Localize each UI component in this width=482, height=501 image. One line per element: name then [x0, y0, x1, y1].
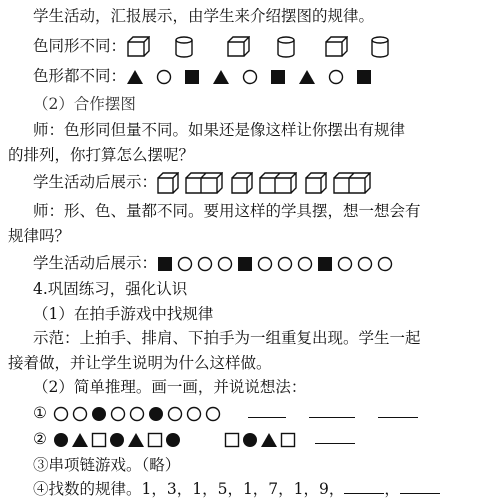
double-cube-icon: [259, 172, 297, 194]
circle-icon: [337, 256, 353, 272]
cylinder-icon: [174, 36, 194, 58]
line-2: [33, 34, 390, 58]
circle-icon: [242, 69, 258, 85]
dot-triangle-square-row: [53, 432, 181, 448]
line-13: 示范：上拍手、排肩、下拍手为一组重复出现。学生一起: [33, 329, 421, 347]
answer-blank[interactable]: [400, 479, 440, 494]
cylinder-icon: [276, 36, 296, 58]
triangle-icon: [126, 69, 144, 85]
line-18: ③串项链游戏。（略）: [33, 456, 181, 474]
open-square-icon: [91, 432, 107, 448]
circle-icon: [53, 406, 69, 422]
cube-cylinder-row: [126, 36, 390, 58]
circle-icon: [328, 69, 344, 85]
triangle-icon: [71, 432, 89, 448]
open-square-icon: [147, 432, 163, 448]
triangle-icon: [212, 69, 230, 85]
cube-icon: [226, 36, 250, 58]
line-5: 师：色形同但量不同。如果还是像这样让你摆出有规律: [33, 121, 406, 139]
square-icon: [356, 69, 372, 85]
square-icon: [270, 69, 286, 85]
cube-icon: [126, 36, 150, 58]
circle-dot-row: [53, 406, 221, 422]
cube-icon: [305, 172, 327, 194]
dot-icon: [148, 406, 164, 422]
circle-icon: [377, 256, 393, 272]
open-square-icon: [224, 432, 240, 448]
line-8: 师：形、色、量都不同。要用这样的学具摆，想一想会有: [33, 202, 421, 220]
circle-icon: [217, 256, 233, 272]
line-15: （2）简单推理。画一画，并说说想法：: [33, 378, 307, 396]
circle-icon: [110, 406, 126, 422]
line-16-label: ①: [33, 404, 47, 422]
dot-icon: [165, 432, 181, 448]
line-11: 4.巩固练习，强化认识: [33, 280, 188, 298]
circle-icon: [72, 406, 88, 422]
line-12: （1）在拍手游戏中找规律: [33, 305, 214, 323]
open-square-icon: [280, 432, 296, 448]
triangle-icon: [298, 69, 316, 85]
triangle-icon: [127, 432, 145, 448]
circle-icon: [257, 256, 273, 272]
answer-blank[interactable]: [309, 403, 355, 418]
line-17: [33, 427, 355, 451]
line-16: [33, 401, 418, 425]
line-10: [33, 251, 393, 275]
double-cube-icon: [185, 172, 223, 194]
line-9: 规律吗？: [8, 227, 71, 245]
cube-icon: [231, 172, 253, 194]
line-6: 的排列，你打算怎么摆呢？: [8, 146, 195, 164]
cube-icon: [157, 172, 179, 194]
line-14: 接着做，并让学生说明为什么这样做。: [8, 354, 272, 372]
circle-icon: [205, 406, 221, 422]
square-icon: [184, 69, 200, 85]
answer-blank[interactable]: [248, 403, 286, 418]
circle-icon: [297, 256, 313, 272]
line-2-label: 色同形不同：: [33, 37, 127, 55]
dot-icon: [91, 406, 107, 422]
answer-blank[interactable]: [315, 429, 355, 444]
line-4: （2）合作摆图: [33, 95, 136, 113]
circle-icon: [156, 69, 172, 85]
triangle-icon: [260, 432, 278, 448]
cube-group-row: [157, 172, 371, 194]
line-10-label: 学生活动后展示：: [33, 254, 158, 272]
answer-blank[interactable]: [378, 403, 418, 418]
dot-icon: [109, 432, 125, 448]
line-1: 学生活动，汇报展示，由学生来介绍摆图的规律。: [33, 7, 375, 25]
line-3: [33, 64, 372, 88]
line-7-label: 学生活动后展示：: [33, 173, 158, 191]
cylinder-icon: [370, 36, 390, 58]
answer-shape-row: [224, 432, 296, 448]
cube-icon: [324, 36, 348, 58]
square-circle-row: [157, 256, 393, 272]
line-19: [33, 477, 440, 501]
shape-pattern-row: [126, 69, 372, 85]
circle-icon: [277, 256, 293, 272]
circle-icon: [357, 256, 373, 272]
square-icon: [157, 256, 173, 272]
circle-icon: [186, 406, 202, 422]
circle-icon: [177, 256, 193, 272]
double-cube-icon: [333, 172, 371, 194]
square-icon: [237, 256, 253, 272]
line-19-comma: ，: [384, 480, 400, 498]
answer-blank[interactable]: [344, 479, 384, 494]
line-19-text: ④找数的规律。1，3，1，5，1，7，1，9，: [33, 480, 345, 498]
line-7: [33, 170, 371, 194]
line-3-label: 色形都不同：: [33, 67, 127, 85]
dot-icon: [242, 432, 258, 448]
circle-icon: [129, 406, 145, 422]
circle-icon: [167, 406, 183, 422]
square-icon: [317, 256, 333, 272]
line-17-label: ②: [33, 430, 47, 448]
circle-icon: [197, 256, 213, 272]
dot-icon: [53, 432, 69, 448]
